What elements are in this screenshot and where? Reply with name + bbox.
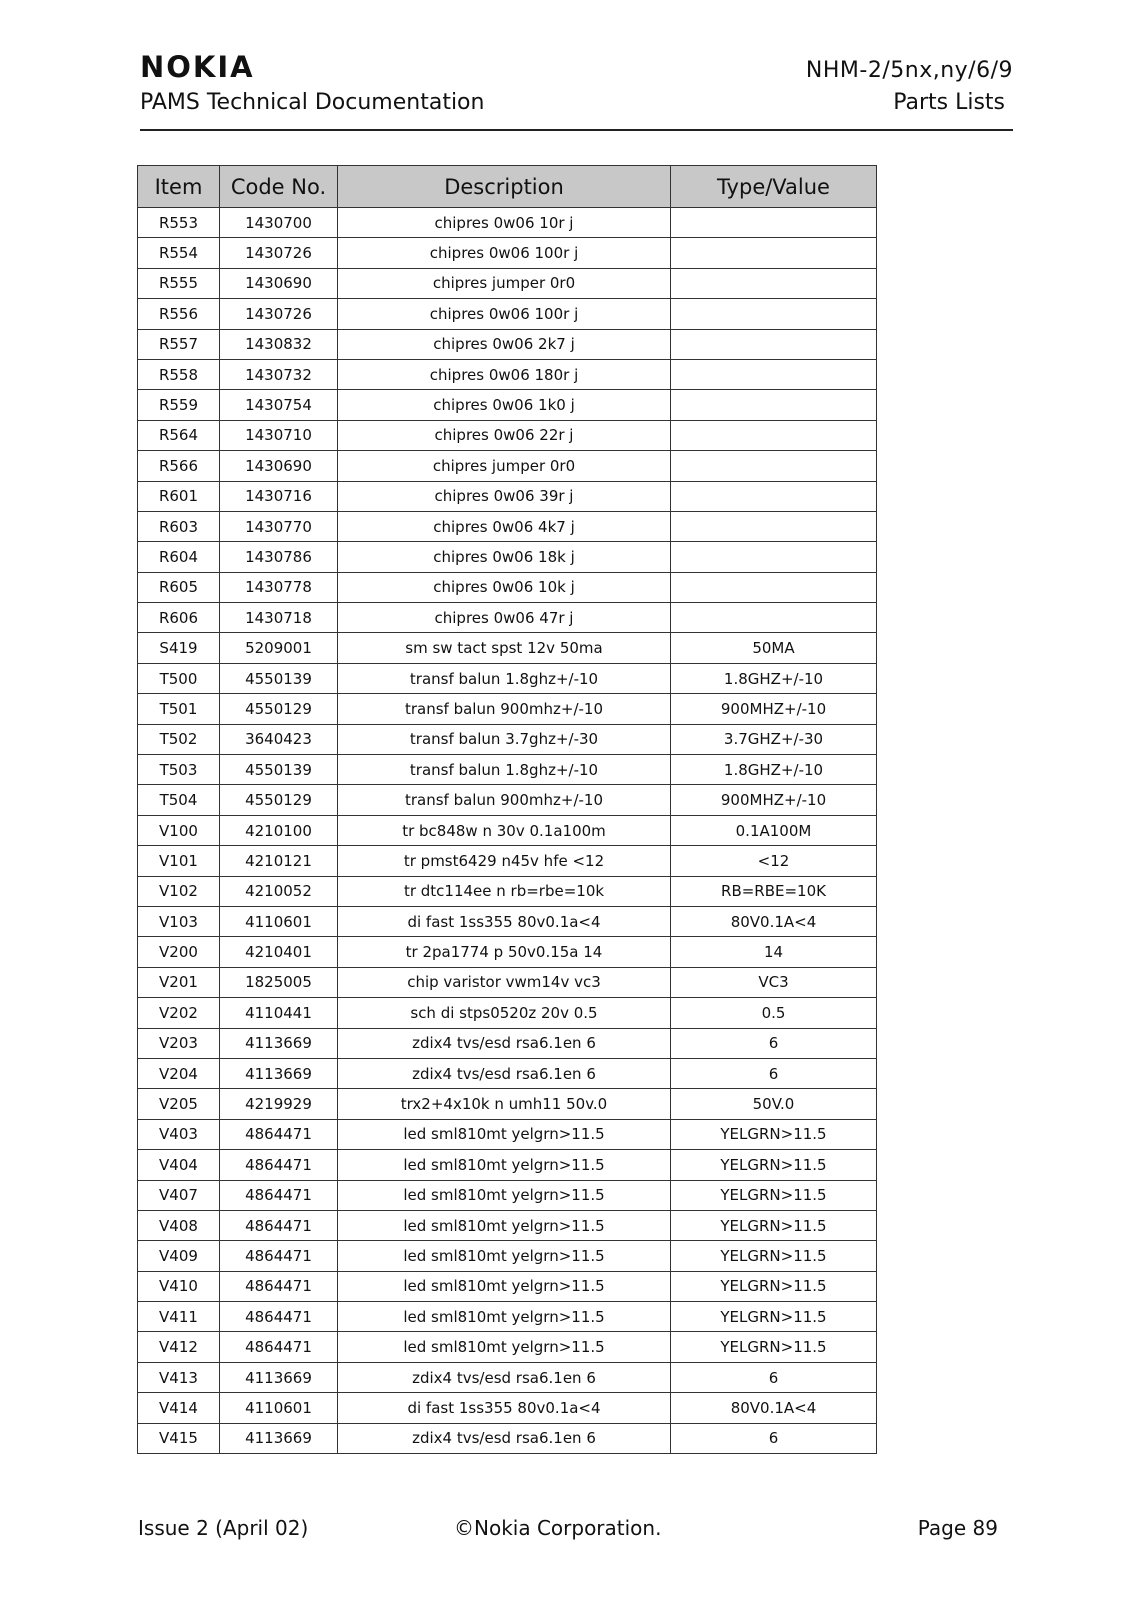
table-row [138, 937, 877, 967]
header-divider [140, 129, 1013, 131]
table-row [138, 633, 877, 663]
table-row [138, 1302, 877, 1332]
cell-item: V203 [138, 1028, 220, 1058]
table-row [138, 998, 877, 1028]
cell-type-value [671, 542, 877, 572]
cell-type-value [671, 572, 877, 602]
cell-item: V412 [138, 1332, 220, 1362]
cell-type-value [671, 481, 877, 511]
cell-item: V404 [138, 1150, 220, 1180]
cell-item: V413 [138, 1362, 220, 1392]
cell-description: di fast 1ss355 80v0.1a<4 [338, 1393, 671, 1423]
column-header-code: Code No. [220, 166, 338, 208]
cell-description: transf balun 900mhz+/-10 [338, 694, 671, 724]
table-row [138, 420, 877, 450]
cell-description: trx2+4x10k n umh11 50v.0 [338, 1089, 671, 1119]
table-row [138, 967, 877, 997]
cell-description: chipres 0w06 22r j [338, 420, 671, 450]
table-row [138, 1271, 877, 1301]
cell-code: 4864471 [220, 1150, 338, 1180]
cell-item: V403 [138, 1119, 220, 1149]
cell-description: chipres jumper 0r0 [338, 451, 671, 481]
cell-type-value [671, 238, 877, 268]
cell-code: 4864471 [220, 1210, 338, 1240]
cell-description: tr 2pa1774 p 50v0.15a 14 [338, 937, 671, 967]
table-row [138, 1058, 877, 1088]
cell-code: 1430710 [220, 420, 338, 450]
cell-item: T504 [138, 785, 220, 815]
table-row [138, 1150, 877, 1180]
cell-code: 4864471 [220, 1119, 338, 1149]
cell-code: 4550139 [220, 663, 338, 693]
cell-code: 4550139 [220, 755, 338, 785]
cell-code: 4210100 [220, 815, 338, 845]
cell-type-value: 50MA [671, 633, 877, 663]
cell-description: chipres 0w06 39r j [338, 481, 671, 511]
table-row [138, 1119, 877, 1149]
model-number: NHM-2/5nx,ny/6/9 [805, 58, 1013, 83]
table-row [138, 390, 877, 420]
table-row [138, 451, 877, 481]
cell-type-value [671, 329, 877, 359]
cell-item: R564 [138, 420, 220, 450]
cell-item: R556 [138, 299, 220, 329]
cell-type-value: YELGRN>11.5 [671, 1302, 877, 1332]
table-row [138, 572, 877, 602]
cell-description: led sml810mt yelgrn>11.5 [338, 1150, 671, 1180]
cell-item: V200 [138, 937, 220, 967]
cell-type-value: 80V0.1A<4 [671, 906, 877, 936]
table-row [138, 238, 877, 268]
cell-code: 4864471 [220, 1180, 338, 1210]
cell-description: di fast 1ss355 80v0.1a<4 [338, 906, 671, 936]
cell-type-value: 1.8GHZ+/-10 [671, 755, 877, 785]
cell-item: V101 [138, 846, 220, 876]
table-row [138, 1332, 877, 1362]
cell-type-value: YELGRN>11.5 [671, 1180, 877, 1210]
cell-type-value [671, 299, 877, 329]
cell-code: 4113669 [220, 1362, 338, 1392]
cell-item: V102 [138, 876, 220, 906]
table-header-row [138, 166, 877, 208]
cell-item: V103 [138, 906, 220, 936]
cell-description: transf balun 3.7ghz+/-30 [338, 724, 671, 754]
cell-type-value: YELGRN>11.5 [671, 1210, 877, 1240]
cell-code: 4864471 [220, 1332, 338, 1362]
cell-code: 4110601 [220, 906, 338, 936]
cell-code: 1430726 [220, 299, 338, 329]
table-row [138, 1241, 877, 1271]
cell-code: 4110441 [220, 998, 338, 1028]
cell-item: R559 [138, 390, 220, 420]
cell-code: 4864471 [220, 1271, 338, 1301]
cell-type-value: 14 [671, 937, 877, 967]
cell-item: R558 [138, 359, 220, 389]
cell-item: R601 [138, 481, 220, 511]
cell-type-value: 0.5 [671, 998, 877, 1028]
cell-item: T503 [138, 755, 220, 785]
cell-item: V415 [138, 1423, 220, 1453]
table-row [138, 815, 877, 845]
cell-code: 1430726 [220, 238, 338, 268]
cell-item: R555 [138, 268, 220, 298]
cell-item: V205 [138, 1089, 220, 1119]
cell-code: 1430690 [220, 268, 338, 298]
cell-description: zdix4 tvs/esd rsa6.1en 6 [338, 1058, 671, 1088]
cell-type-value: <12 [671, 846, 877, 876]
cell-code: 4210121 [220, 846, 338, 876]
cell-description: sch di stps0520z 20v 0.5 [338, 998, 671, 1028]
cell-type-value: YELGRN>11.5 [671, 1271, 877, 1301]
cell-description: chipres 0w06 10r j [338, 208, 671, 238]
cell-code: 4113669 [220, 1058, 338, 1088]
cell-description: transf balun 1.8ghz+/-10 [338, 755, 671, 785]
cell-item: V407 [138, 1180, 220, 1210]
table-row [138, 846, 877, 876]
footer-issue: Issue 2 (April 02) [138, 1516, 309, 1540]
cell-item: R554 [138, 238, 220, 268]
cell-description: sm sw tact spst 12v 50ma [338, 633, 671, 663]
cell-description: chipres 0w06 100r j [338, 238, 671, 268]
doc-title: PAMS Technical Documentation [140, 90, 485, 115]
cell-description: tr bc848w n 30v 0.1a100m [338, 815, 671, 845]
cell-description: tr pmst6429 n45v hfe <12 [338, 846, 671, 876]
cell-type-value: 50V.0 [671, 1089, 877, 1119]
cell-item: T501 [138, 694, 220, 724]
cell-type-value [671, 268, 877, 298]
cell-code: 1825005 [220, 967, 338, 997]
cell-description: led sml810mt yelgrn>11.5 [338, 1210, 671, 1240]
column-header-item: Item [138, 166, 220, 208]
cell-item: S419 [138, 633, 220, 663]
cell-description: led sml810mt yelgrn>11.5 [338, 1241, 671, 1271]
cell-description: chipres 0w06 47r j [338, 603, 671, 633]
table-row [138, 906, 877, 936]
table-row [138, 1028, 877, 1058]
cell-item: V100 [138, 815, 220, 845]
table-row [138, 1210, 877, 1240]
cell-type-value [671, 451, 877, 481]
cell-code: 4219929 [220, 1089, 338, 1119]
table-row [138, 694, 877, 724]
cell-code: 4210401 [220, 937, 338, 967]
table-row [138, 299, 877, 329]
table-row [138, 785, 877, 815]
cell-code: 4550129 [220, 785, 338, 815]
cell-type-value [671, 208, 877, 238]
cell-description: chipres 0w06 10k j [338, 572, 671, 602]
table-row [138, 359, 877, 389]
cell-description: led sml810mt yelgrn>11.5 [338, 1180, 671, 1210]
table-row [138, 876, 877, 906]
table-row [138, 603, 877, 633]
cell-code: 1430770 [220, 511, 338, 541]
cell-item: V409 [138, 1241, 220, 1271]
cell-description: led sml810mt yelgrn>11.5 [338, 1271, 671, 1301]
cell-item: V410 [138, 1271, 220, 1301]
cell-description: chipres 0w06 180r j [338, 359, 671, 389]
cell-code: 4113669 [220, 1423, 338, 1453]
cell-item: V411 [138, 1302, 220, 1332]
table-row [138, 1180, 877, 1210]
cell-code: 1430786 [220, 542, 338, 572]
footer-page-number: Page 89 [917, 1516, 998, 1540]
cell-description: chip varistor vwm14v vc3 [338, 967, 671, 997]
cell-type-value: YELGRN>11.5 [671, 1150, 877, 1180]
table-row [138, 1393, 877, 1423]
cell-code: 1430716 [220, 481, 338, 511]
cell-code: 1430778 [220, 572, 338, 602]
cell-code: 4113669 [220, 1028, 338, 1058]
cell-type-value: VC3 [671, 967, 877, 997]
cell-code: 4864471 [220, 1302, 338, 1332]
cell-type-value [671, 420, 877, 450]
cell-item: R606 [138, 603, 220, 633]
cell-item: V202 [138, 998, 220, 1028]
section-title: Parts Lists [893, 90, 1005, 115]
cell-description: chipres 0w06 4k7 j [338, 511, 671, 541]
cell-item: V408 [138, 1210, 220, 1240]
cell-type-value [671, 390, 877, 420]
cell-description: chipres 0w06 1k0 j [338, 390, 671, 420]
cell-description: chipres 0w06 2k7 j [338, 329, 671, 359]
cell-description: led sml810mt yelgrn>11.5 [338, 1302, 671, 1332]
cell-item: V204 [138, 1058, 220, 1088]
table-row [138, 663, 877, 693]
cell-item: R604 [138, 542, 220, 572]
cell-type-value: 80V0.1A<4 [671, 1393, 877, 1423]
cell-type-value: YELGRN>11.5 [671, 1119, 877, 1149]
footer-copyright: ©Nokia Corporation. [454, 1516, 662, 1540]
table-row [138, 208, 877, 238]
cell-code: 1430700 [220, 208, 338, 238]
table-row [138, 542, 877, 572]
cell-code: 5209001 [220, 633, 338, 663]
cell-item: V201 [138, 967, 220, 997]
table-row [138, 511, 877, 541]
table-row [138, 1089, 877, 1119]
cell-code: 1430754 [220, 390, 338, 420]
cell-type-value: 900MHZ+/-10 [671, 785, 877, 815]
cell-type-value: 0.1A100M [671, 815, 877, 845]
cell-item: R566 [138, 451, 220, 481]
cell-item: R605 [138, 572, 220, 602]
table-row [138, 268, 877, 298]
cell-type-value: 6 [671, 1028, 877, 1058]
cell-item: V414 [138, 1393, 220, 1423]
cell-code: 4864471 [220, 1241, 338, 1271]
column-header-description: Description [338, 166, 671, 208]
cell-type-value: YELGRN>11.5 [671, 1332, 877, 1362]
cell-type-value [671, 359, 877, 389]
cell-type-value: 6 [671, 1423, 877, 1453]
cell-code: 1430732 [220, 359, 338, 389]
cell-code: 4210052 [220, 876, 338, 906]
cell-description: chipres jumper 0r0 [338, 268, 671, 298]
table-row [138, 1423, 877, 1453]
cell-code: 1430690 [220, 451, 338, 481]
cell-description: chipres 0w06 100r j [338, 299, 671, 329]
nokia-logo: NOKIA [140, 50, 255, 84]
cell-code: 4550129 [220, 694, 338, 724]
cell-description: zdix4 tvs/esd rsa6.1en 6 [338, 1362, 671, 1392]
column-header-type-value: Type/Value [671, 166, 877, 208]
cell-type-value [671, 511, 877, 541]
cell-item: R553 [138, 208, 220, 238]
parts-table [137, 165, 877, 1454]
cell-item: R557 [138, 329, 220, 359]
cell-code: 4110601 [220, 1393, 338, 1423]
cell-code: 1430718 [220, 603, 338, 633]
cell-type-value: RB=RBE=10K [671, 876, 877, 906]
table-row [138, 755, 877, 785]
cell-item: T500 [138, 663, 220, 693]
cell-code: 1430832 [220, 329, 338, 359]
cell-type-value: 1.8GHZ+/-10 [671, 663, 877, 693]
table-row [138, 481, 877, 511]
cell-description: led sml810mt yelgrn>11.5 [338, 1119, 671, 1149]
cell-type-value: 6 [671, 1058, 877, 1088]
cell-description: transf balun 1.8ghz+/-10 [338, 663, 671, 693]
cell-type-value: YELGRN>11.5 [671, 1241, 877, 1271]
cell-description: zdix4 tvs/esd rsa6.1en 6 [338, 1423, 671, 1453]
table-row [138, 1362, 877, 1392]
table-row [138, 724, 877, 754]
cell-type-value: 900MHZ+/-10 [671, 694, 877, 724]
cell-type-value: 6 [671, 1362, 877, 1392]
cell-description: transf balun 900mhz+/-10 [338, 785, 671, 815]
cell-description: tr dtc114ee n rb=rbe=10k [338, 876, 671, 906]
cell-type-value [671, 603, 877, 633]
cell-code: 3640423 [220, 724, 338, 754]
cell-description: led sml810mt yelgrn>11.5 [338, 1332, 671, 1362]
cell-item: R603 [138, 511, 220, 541]
cell-type-value: 3.7GHZ+/-30 [671, 724, 877, 754]
cell-description: chipres 0w06 18k j [338, 542, 671, 572]
cell-description: zdix4 tvs/esd rsa6.1en 6 [338, 1028, 671, 1058]
table-row [138, 329, 877, 359]
cell-item: T502 [138, 724, 220, 754]
